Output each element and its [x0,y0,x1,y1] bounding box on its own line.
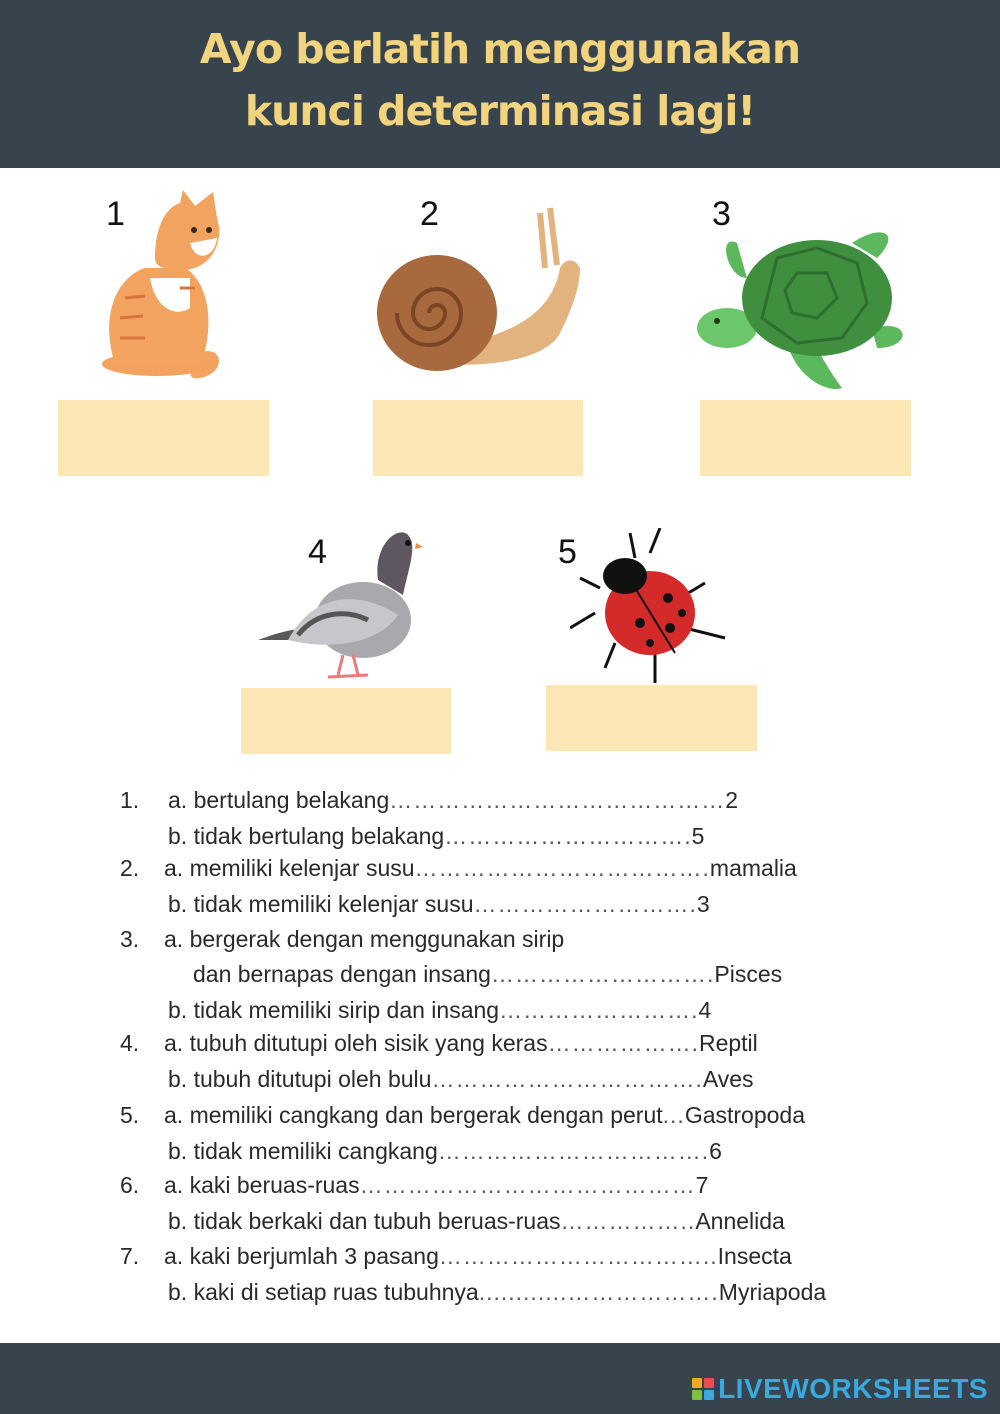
turtle-icon [697,218,912,393]
key-row: b. tidak bertulang belakang………………………….5 [168,823,705,849]
answer-box-4[interactable] [241,688,451,754]
key-row: 1. a. bertulang belakang……………………………………2 [120,787,739,813]
liveworksheets-logo[interactable] [692,1373,988,1405]
answer-box-2[interactable] [373,400,583,476]
key-row: b. tidak memiliki cangkang…………………………….6 [168,1138,722,1164]
footer-bar [0,1343,1000,1414]
key-row: b. tidak berkaki dan tubuh beruas-ruas……………..Annelida [168,1208,785,1234]
title-line-2: kunci determinasi lagi! [244,87,756,135]
snail-icon [375,203,585,378]
page-title [0,18,1000,142]
key-row: 6. a. kaki beruas-ruas……………………………………7 [120,1172,709,1198]
key-row: 2. a. memiliki kelenjar susu……………………………….mamalia [120,855,797,881]
animal-number-4: 4 [308,533,327,571]
answer-box-3[interactable] [700,400,911,476]
brand-logo-icon [692,1378,714,1400]
key-row: b. tubuh ditutupi oleh bulu…………………………….Aves [168,1066,754,1092]
animal-number-5: 5 [558,533,577,571]
answer-box-1[interactable] [58,400,269,476]
key-row: b. tidak memiliki sirip dan insang…………………….4 [168,997,712,1023]
title-line-1: Ayo berlatih menggunakan [199,25,801,73]
animal-number-3: 3 [712,195,731,233]
header-bar [0,0,1000,168]
animal-number-1: 1 [106,195,125,233]
pigeon-icon [258,525,423,685]
key-row: 7. a. kaki berjumlah 3 pasang……………………………..Insecta [120,1243,792,1269]
key-row: b. kaki di setiap ruas tubuhnya............……………….Myriapoda [168,1279,827,1305]
cat-icon [95,188,225,380]
brand-name: LIVEWORKSHEETS [718,1373,988,1404]
key-row: 3. a. bergerak dengan menggunakan sirip [120,926,565,952]
key-row: b. tidak memiliki kelenjar susu……………………….3 [168,891,710,917]
key-row: 4. a. tubuh ditutupi oleh sisik yang keras……………….Reptil [120,1030,758,1056]
answer-box-5[interactable] [546,685,757,751]
key-row: 5. a. memiliki cangkang dan bergerak dengan perut...Gastropoda [120,1102,806,1128]
animal-number-2: 2 [420,195,439,233]
key-row: dan bernapas dengan insang……………………….Pisces [193,961,783,987]
ladybug-icon [570,528,735,686]
